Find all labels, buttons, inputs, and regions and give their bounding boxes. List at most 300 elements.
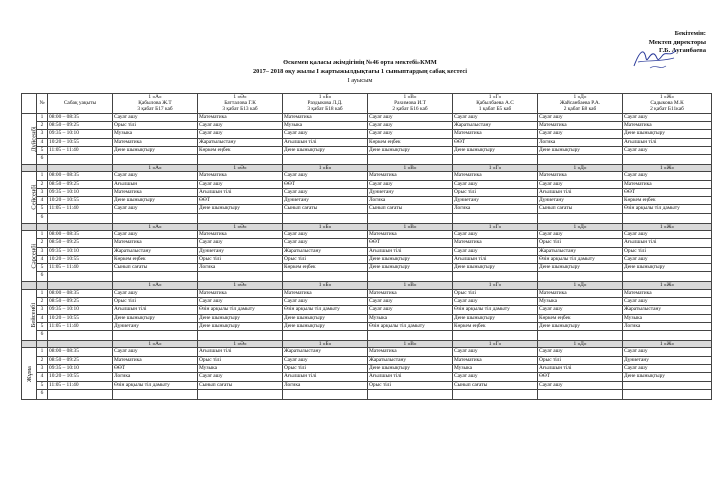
- lesson-cell: [623, 213, 712, 223]
- table-row: [22, 180, 712, 188]
- lesson-cell: Музыка: [198, 364, 283, 372]
- lesson-cell: Логика: [453, 205, 538, 213]
- lesson-time: 08:50 – 09:25: [48, 297, 113, 305]
- lesson-cell: Музыка: [623, 314, 712, 322]
- lesson-cell: Ағылшын тілі: [623, 239, 712, 247]
- subheader-class: 1 «Г»: [453, 341, 538, 348]
- lesson-cell: Өзін арқылы тіл дамыту: [538, 255, 623, 263]
- lesson-cell: [368, 389, 453, 399]
- lesson-time: 10:20 – 10:55: [48, 314, 113, 322]
- lesson-cell: Логика: [538, 138, 623, 146]
- lesson-number: 1: [37, 172, 48, 180]
- class-subheader-row: [22, 282, 712, 289]
- subheader-blank: [22, 341, 37, 348]
- subheader-class: 1 «В»: [368, 341, 453, 348]
- lesson-cell: Көркем еңбек: [198, 146, 283, 154]
- lesson-cell: Жаратылыстану: [283, 247, 368, 255]
- day-label: Сейсенбі: [30, 184, 38, 211]
- lesson-cell: Өзін арқылы тіл дамыту: [113, 381, 198, 389]
- lesson-time: [48, 331, 113, 341]
- lesson-cell: [113, 331, 198, 341]
- lesson-cell: Сауат ашу: [453, 180, 538, 188]
- table-row: [22, 348, 712, 356]
- lesson-cell: Математика: [198, 172, 283, 180]
- lesson-cell: Математика: [368, 230, 453, 238]
- lesson-cell: Сауат ашу: [113, 205, 198, 213]
- lesson-cell: Сауат ашу: [623, 146, 712, 154]
- lesson-cell: [623, 331, 712, 341]
- lesson-cell: Сауат ашу: [453, 113, 538, 121]
- lesson-cell: [623, 155, 712, 165]
- lesson-cell: Сауат ашу: [623, 348, 712, 356]
- lesson-number: 5: [37, 146, 48, 154]
- header-day-cell: [22, 94, 37, 114]
- lesson-cell: ӨӨТ: [113, 364, 198, 372]
- approval-line-2: Мектеп директоры: [648, 38, 706, 46]
- lesson-cell: Орыс тілі: [538, 239, 623, 247]
- lesson-cell: Сауат ашу: [283, 188, 368, 196]
- lesson-cell: Дене шынықтыру: [368, 146, 453, 154]
- lesson-cell: Дүниетану: [283, 197, 368, 205]
- header-class-v: 1 «В» Рахимова И.Т 2 қабат Б16 каб: [368, 94, 453, 114]
- day-label-cell: [22, 230, 37, 281]
- header-class-b: 1 «Б» Раздыкова Л.Д. 3 қабат Б18 каб: [283, 94, 368, 114]
- lesson-cell: Математика: [368, 172, 453, 180]
- lesson-cell: Дене шынықтыру: [368, 364, 453, 372]
- table-row: [22, 356, 712, 364]
- lesson-cell: [198, 389, 283, 399]
- lesson-time: 09:35 – 10:10: [48, 130, 113, 138]
- class-subheader-row: [22, 341, 712, 348]
- lesson-number: 4: [37, 373, 48, 381]
- lesson-number: 4: [37, 197, 48, 205]
- lesson-time: 08:50 – 09:25: [48, 356, 113, 364]
- lesson-time: 09:35 – 10:10: [48, 188, 113, 196]
- lesson-time: 10:20 – 10:55: [48, 373, 113, 381]
- subheader-class: 1 «Ә»: [198, 282, 283, 289]
- lesson-cell: Сауат ашу: [453, 297, 538, 305]
- class-subheader-row: [22, 223, 712, 230]
- lesson-cell: Математика: [453, 130, 538, 138]
- lesson-cell: Сауат ашу: [368, 180, 453, 188]
- table-row: [22, 130, 712, 138]
- lesson-number: 3: [37, 247, 48, 255]
- lesson-time: 10:20 – 10:55: [48, 197, 113, 205]
- lesson-cell: Дене шынықтыру: [538, 146, 623, 154]
- lesson-cell: Дене шынықтыру: [453, 264, 538, 272]
- subheader-class: 1 «Ж»: [623, 165, 712, 172]
- lesson-cell: Сауат ашу: [283, 239, 368, 247]
- subheader-class: 1 «Ә»: [198, 165, 283, 172]
- lesson-number: 3: [37, 364, 48, 372]
- header-class-ae: 1 «Ә» Батталова Г.К 3 қабат Б13 каб: [198, 94, 283, 114]
- lesson-cell: Көркем еңбек: [538, 314, 623, 322]
- lesson-cell: Математика: [453, 239, 538, 247]
- lesson-cell: [623, 272, 712, 282]
- lesson-cell: Сауат ашу: [198, 121, 283, 129]
- lesson-cell: Сауат ашу: [283, 297, 368, 305]
- lesson-cell: [538, 389, 623, 399]
- subheader-class: 1 «Г»: [453, 165, 538, 172]
- lesson-cell: [283, 213, 368, 223]
- lesson-time: 08:00 – 08:35: [48, 348, 113, 356]
- table-row: [22, 113, 712, 121]
- lesson-cell: Дене шынықтыру: [198, 314, 283, 322]
- lesson-cell: Математика: [368, 289, 453, 297]
- lesson-number: 3: [37, 188, 48, 196]
- lesson-cell: Сауат ашу: [623, 364, 712, 372]
- lesson-cell: [368, 155, 453, 165]
- lesson-cell: Математика: [538, 289, 623, 297]
- header-class-d: 1 «Д» Жайсанбаева Р.А. 2 қабат Б8 каб: [538, 94, 623, 114]
- lesson-cell: Ағылшын тілі: [368, 247, 453, 255]
- subheader-blank: [22, 282, 37, 289]
- lesson-cell: Дүниетану: [538, 197, 623, 205]
- lesson-time: 11:05 – 11:40: [48, 322, 113, 330]
- table-row: [22, 331, 712, 341]
- lesson-cell: Дене шынықтыру: [283, 314, 368, 322]
- day-label: Дүйсенбі: [30, 126, 38, 152]
- lesson-cell: Сауат ашу: [113, 172, 198, 180]
- lesson-number: 6: [37, 331, 48, 341]
- lesson-cell: Ағылшын: [113, 180, 198, 188]
- lesson-cell: Математика: [113, 239, 198, 247]
- lesson-time: 08:00 – 08:35: [48, 230, 113, 238]
- lesson-cell: [368, 272, 453, 282]
- lesson-cell: Сауат ашу: [538, 113, 623, 121]
- table-row: [22, 322, 712, 330]
- lesson-cell: Көркем еңбек: [368, 138, 453, 146]
- lesson-cell: Сауат ашу: [368, 121, 453, 129]
- lesson-cell: Ағылшын тілі: [453, 255, 538, 263]
- lesson-cell: Жаратылыстану: [283, 348, 368, 356]
- lesson-cell: [113, 389, 198, 399]
- lesson-time: [48, 272, 113, 282]
- lesson-number: 2: [37, 297, 48, 305]
- lesson-cell: Дене шынықтыру: [198, 205, 283, 213]
- approval-line-1: Бекітемін:: [674, 30, 706, 37]
- lesson-cell: [538, 155, 623, 165]
- lesson-time: 11:05 – 11:40: [48, 381, 113, 389]
- lesson-cell: Жаратылыстану: [198, 138, 283, 146]
- lesson-cell: Дүниетану: [453, 197, 538, 205]
- lesson-cell: [283, 272, 368, 282]
- lesson-cell: Сауат ашу: [538, 180, 623, 188]
- lesson-cell: Көркем еңбек: [113, 255, 198, 263]
- lesson-time: 08:00 – 08:35: [48, 289, 113, 297]
- shift-label: I ауысым: [347, 77, 373, 84]
- lesson-number: 3: [37, 306, 48, 314]
- schedule-table: [21, 93, 712, 400]
- table-row: [22, 172, 712, 180]
- table-row: [22, 255, 712, 263]
- table-row: [22, 389, 712, 399]
- day-label-cell: [22, 172, 37, 223]
- table-row: [22, 264, 712, 272]
- lesson-cell: Математика: [113, 188, 198, 196]
- lesson-cell: Сауат ашу: [538, 306, 623, 314]
- lesson-cell: Сынып сағаты: [198, 381, 283, 389]
- lesson-number: 6: [37, 213, 48, 223]
- lesson-time: 09:35 – 10:10: [48, 247, 113, 255]
- lesson-number: 2: [37, 239, 48, 247]
- lesson-cell: Сауат ашу: [368, 297, 453, 305]
- lesson-cell: Сауат ашу: [113, 289, 198, 297]
- lesson-cell: Ағылшын тілі: [538, 364, 623, 372]
- subheader-class: 1 «В»: [368, 282, 453, 289]
- table-row: [22, 247, 712, 255]
- lesson-cell: Өзін арқылы тіл дамыту: [623, 205, 712, 213]
- lesson-cell: Сауат ашу: [453, 230, 538, 238]
- table-row: [22, 289, 712, 297]
- lesson-cell: Сынып сағаты: [538, 205, 623, 213]
- lesson-number: 5: [37, 205, 48, 213]
- lesson-cell: Ағылшын тілі: [198, 348, 283, 356]
- lesson-cell: [453, 155, 538, 165]
- subheader-class: 1 «Б»: [283, 223, 368, 230]
- table-row: [22, 121, 712, 129]
- lesson-cell: Орыс тілі: [198, 255, 283, 263]
- lesson-cell: [198, 213, 283, 223]
- lesson-cell: Дүниетану: [113, 322, 198, 330]
- subheader-class: 1 «Г»: [453, 282, 538, 289]
- lesson-cell: Математика: [198, 113, 283, 121]
- lesson-cell: [283, 389, 368, 399]
- lesson-cell: Орыс тілі: [453, 188, 538, 196]
- lesson-cell: [283, 155, 368, 165]
- lesson-cell: Сауат ашу: [453, 247, 538, 255]
- table-row: [22, 205, 712, 213]
- lesson-cell: [368, 213, 453, 223]
- header-num: №: [37, 94, 48, 114]
- title-line-2: 2017– 2018 оқу жылы I жартыжылдықтағы 1 сыныптардың сабақ кестесі: [252, 68, 468, 75]
- lesson-cell: [113, 213, 198, 223]
- document-titles: [0, 58, 720, 85]
- lesson-cell: Дүниетану: [368, 188, 453, 196]
- lesson-cell: Сауат ашу: [453, 348, 538, 356]
- lesson-cell: Математика: [113, 138, 198, 146]
- table-header-row: [22, 94, 712, 114]
- lesson-cell: ӨӨТ: [198, 197, 283, 205]
- lesson-cell: Ағылшын тілі: [538, 188, 623, 196]
- lesson-cell: Орыс тілі: [113, 121, 198, 129]
- lesson-cell: Логика: [113, 373, 198, 381]
- lesson-cell: Өзін арқылы тіл дамыту: [368, 322, 453, 330]
- lesson-time: 09:35 – 10:10: [48, 306, 113, 314]
- table-row: [22, 239, 712, 247]
- subheader-class: 1 «Ж»: [623, 223, 712, 230]
- lesson-time: 08:00 – 08:35: [48, 172, 113, 180]
- table-row: [22, 381, 712, 389]
- lesson-time: [48, 155, 113, 165]
- header-class-g: 1 «Г» Қабылбаева А.С 1 қабат Б5 каб: [453, 94, 538, 114]
- lesson-cell: Дене шынықтыру: [538, 264, 623, 272]
- table-row: [22, 146, 712, 154]
- lesson-cell: Сауат ашу: [198, 297, 283, 305]
- lesson-cell: Логика: [368, 197, 453, 205]
- subheader-class: 1 «Ж»: [623, 341, 712, 348]
- subheader-class: 1 «Д»: [538, 341, 623, 348]
- lesson-cell: Музыка: [283, 121, 368, 129]
- table-row: [22, 197, 712, 205]
- lesson-time: 08:00 – 08:35: [48, 113, 113, 121]
- lesson-cell: Өзін арқылы тіл дамыту: [453, 306, 538, 314]
- lesson-cell: Логика: [283, 381, 368, 389]
- lesson-cell: Сауат ашу: [453, 373, 538, 381]
- lesson-cell: Орыс тілі: [368, 381, 453, 389]
- lesson-cell: [623, 389, 712, 399]
- lesson-cell: Математика: [198, 289, 283, 297]
- lesson-time: [48, 389, 113, 399]
- lesson-cell: Дене шынықтыру: [113, 314, 198, 322]
- lesson-cell: Сауат ашу: [113, 113, 198, 121]
- lesson-cell: Сауат ашу: [283, 356, 368, 364]
- lesson-cell: Музыка: [113, 130, 198, 138]
- lesson-cell: [283, 331, 368, 341]
- lesson-cell: Орыс тілі: [283, 255, 368, 263]
- lesson-cell: Математика: [198, 230, 283, 238]
- lesson-cell: Сауат ашу: [283, 172, 368, 180]
- lesson-cell: Сынып сағаты: [283, 205, 368, 213]
- subheader-class: 1 «В»: [368, 165, 453, 172]
- lesson-cell: Сауат ашу: [538, 381, 623, 389]
- lesson-number: 5: [37, 322, 48, 330]
- lesson-cell: [113, 155, 198, 165]
- subheader-class: 1 «А»: [113, 165, 198, 172]
- subheader-class: 1 «А»: [113, 223, 198, 230]
- lesson-cell: Математика: [623, 121, 712, 129]
- subheader-blank: [37, 341, 48, 348]
- subheader-class: 1 «Д»: [538, 165, 623, 172]
- lesson-cell: [368, 331, 453, 341]
- lesson-cell: Музыка: [538, 297, 623, 305]
- lesson-cell: Сауат ашу: [113, 230, 198, 238]
- lesson-cell: Математика: [453, 172, 538, 180]
- lesson-time: 08:50 – 09:25: [48, 239, 113, 247]
- lesson-cell: Сауат ашу: [198, 130, 283, 138]
- lesson-cell: Дене шынықтыру: [113, 146, 198, 154]
- lesson-time: 11:05 – 11:40: [48, 264, 113, 272]
- lesson-cell: Ағылшын тілі: [198, 188, 283, 196]
- table-row: [22, 297, 712, 305]
- lesson-cell: [453, 272, 538, 282]
- lesson-cell: [198, 331, 283, 341]
- lesson-cell: Сауат ашу: [538, 348, 623, 356]
- lesson-cell: Логика: [623, 322, 712, 330]
- lesson-number: 4: [37, 138, 48, 146]
- subheader-class: 1 «А»: [113, 282, 198, 289]
- subheader-class: 1 «В»: [368, 223, 453, 230]
- table-row: [22, 306, 712, 314]
- lesson-cell: [453, 389, 538, 399]
- lesson-cell: Сауат ашу: [198, 373, 283, 381]
- lesson-cell: Математика: [623, 180, 712, 188]
- lesson-time: 10:20 – 10:55: [48, 255, 113, 263]
- lesson-cell: Музыка: [368, 314, 453, 322]
- lesson-cell: Математика: [538, 121, 623, 129]
- lesson-time: [48, 213, 113, 223]
- header-time: Сабақ уақыты: [48, 94, 113, 114]
- lesson-cell: Сынып сағаты: [453, 381, 538, 389]
- lesson-cell: Сауат ашу: [538, 230, 623, 238]
- lesson-cell: Сауат ашу: [113, 348, 198, 356]
- class-subheader-row: [22, 165, 712, 172]
- lesson-cell: Дене шынықтыру: [283, 146, 368, 154]
- lesson-cell: Дене шынықтыру: [283, 322, 368, 330]
- lesson-cell: Орыс тілі: [113, 297, 198, 305]
- table-row: [22, 272, 712, 282]
- lesson-cell: Өзін арқылы тіл дамыту: [283, 306, 368, 314]
- lesson-cell: Дене шынықтыру: [623, 264, 712, 272]
- lesson-cell: [623, 381, 712, 389]
- lesson-cell: ӨӨТ: [453, 138, 538, 146]
- lesson-cell: Дене шынықтыру: [368, 264, 453, 272]
- lesson-cell: Жаратылыстану: [113, 247, 198, 255]
- lesson-time: 08:50 – 09:25: [48, 180, 113, 188]
- lesson-cell: Орыс тілі: [283, 364, 368, 372]
- header-class-zh: 1 «Ж» Садыкова М.К 2 қабат Б11каб: [623, 94, 712, 114]
- day-label: Бейсенбі: [30, 302, 38, 328]
- subheader-class: 1 «Б»: [283, 165, 368, 172]
- lesson-number: 5: [37, 264, 48, 272]
- lesson-cell: Сауат ашу: [623, 297, 712, 305]
- lesson-cell: ӨӨТ: [283, 180, 368, 188]
- table-row: [22, 188, 712, 196]
- subheader-class: 1 «Ә»: [198, 341, 283, 348]
- lesson-cell: ӨӨТ: [368, 239, 453, 247]
- lesson-cell: Дене шынықтыру: [198, 322, 283, 330]
- day-label-cell: [22, 113, 37, 164]
- subheader-blank: [48, 282, 113, 289]
- lesson-number: 2: [37, 356, 48, 364]
- lesson-cell: Дене шынықтыру: [538, 322, 623, 330]
- lesson-cell: Математика: [368, 348, 453, 356]
- table-row: [22, 138, 712, 146]
- lesson-cell: Математика: [453, 356, 538, 364]
- lesson-cell: Сауат ашу: [283, 130, 368, 138]
- table-row: [22, 213, 712, 223]
- lesson-number: 1: [37, 230, 48, 238]
- lesson-cell: Математика: [623, 289, 712, 297]
- lesson-cell: Сауат ашу: [198, 239, 283, 247]
- lesson-cell: Математика: [538, 172, 623, 180]
- subheader-class: 1 «Ж»: [623, 282, 712, 289]
- lesson-number: 2: [37, 180, 48, 188]
- lesson-cell: [538, 213, 623, 223]
- table-row: [22, 364, 712, 372]
- lesson-cell: ӨӨТ: [623, 188, 712, 196]
- subheader-class: 1 «Б»: [283, 282, 368, 289]
- table-row: [22, 373, 712, 381]
- header-class-a: 1 «А» Қабылова Ж.Т 3 қабат Б17 каб: [113, 94, 198, 114]
- lesson-cell: Өзін арқылы тіл дамыту: [198, 306, 283, 314]
- lesson-cell: Ағылшын тілі: [623, 138, 712, 146]
- subheader-blank: [48, 165, 113, 172]
- lesson-cell: Көркем еңбек: [623, 197, 712, 205]
- subheader-class: 1 «А»: [113, 341, 198, 348]
- lesson-cell: Жаратылыстану: [538, 247, 623, 255]
- subheader-blank: [37, 223, 48, 230]
- lesson-cell: Орыс тілі: [538, 356, 623, 364]
- lesson-cell: [113, 272, 198, 282]
- lesson-number: 6: [37, 389, 48, 399]
- lesson-cell: Сауат ашу: [368, 306, 453, 314]
- subheader-class: 1 «Б»: [283, 341, 368, 348]
- subheader-blank: [37, 165, 48, 172]
- lesson-number: 1: [37, 348, 48, 356]
- lesson-time: 10:20 – 10:55: [48, 138, 113, 146]
- lesson-cell: Сауат ашу: [368, 130, 453, 138]
